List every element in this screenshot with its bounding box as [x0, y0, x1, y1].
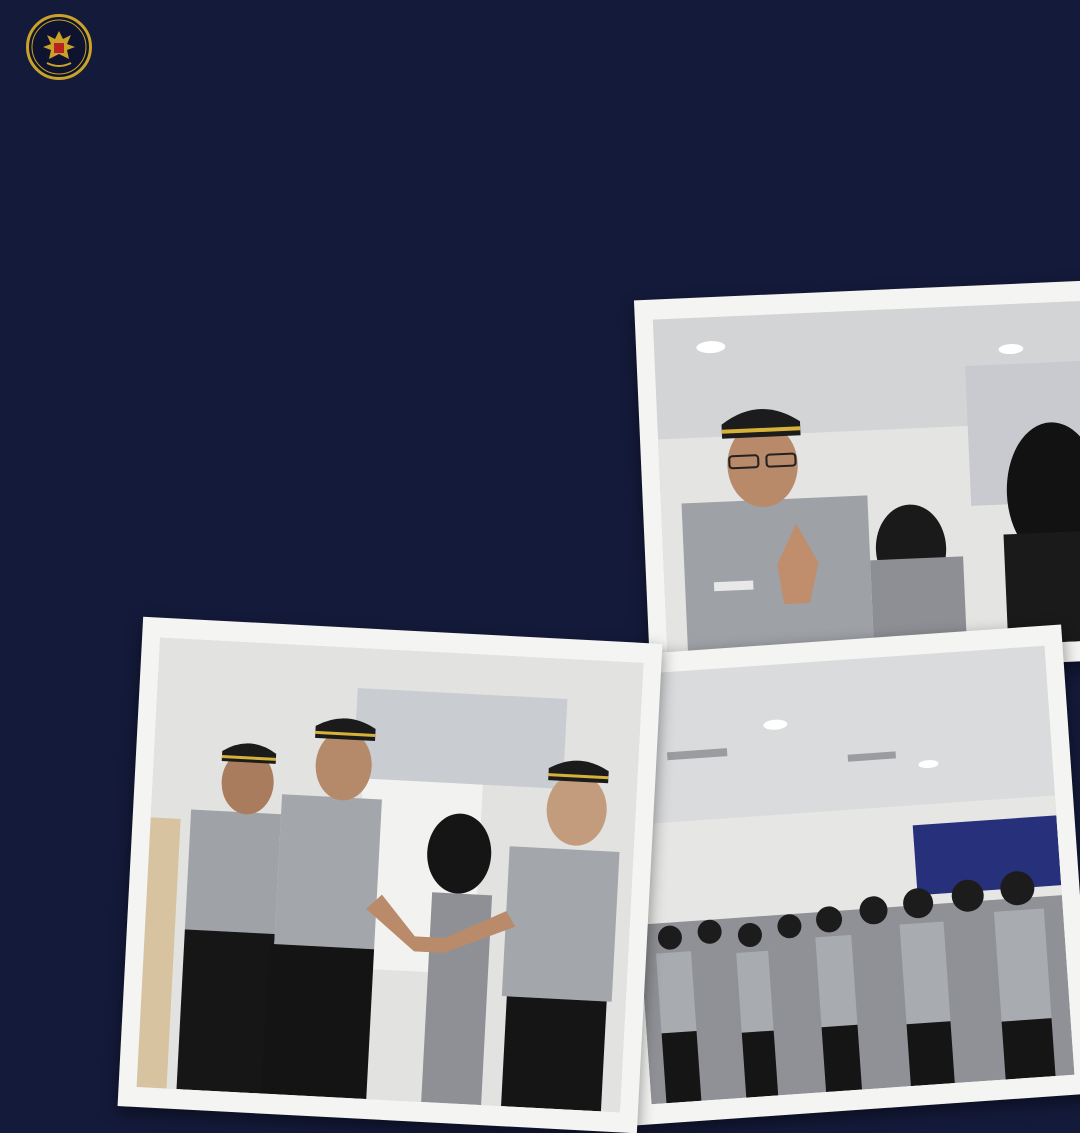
photo-crowd-hall — [622, 646, 1075, 1105]
photo-bottom-left — [118, 617, 663, 1133]
article-text — [44, 298, 614, 323]
photo-top-right — [634, 280, 1080, 680]
photo-bottom-right — [602, 625, 1080, 1126]
ministry-logo — [26, 14, 92, 80]
photo-officer-greeting — [653, 301, 1080, 660]
photo-handshake — [137, 638, 644, 1113]
